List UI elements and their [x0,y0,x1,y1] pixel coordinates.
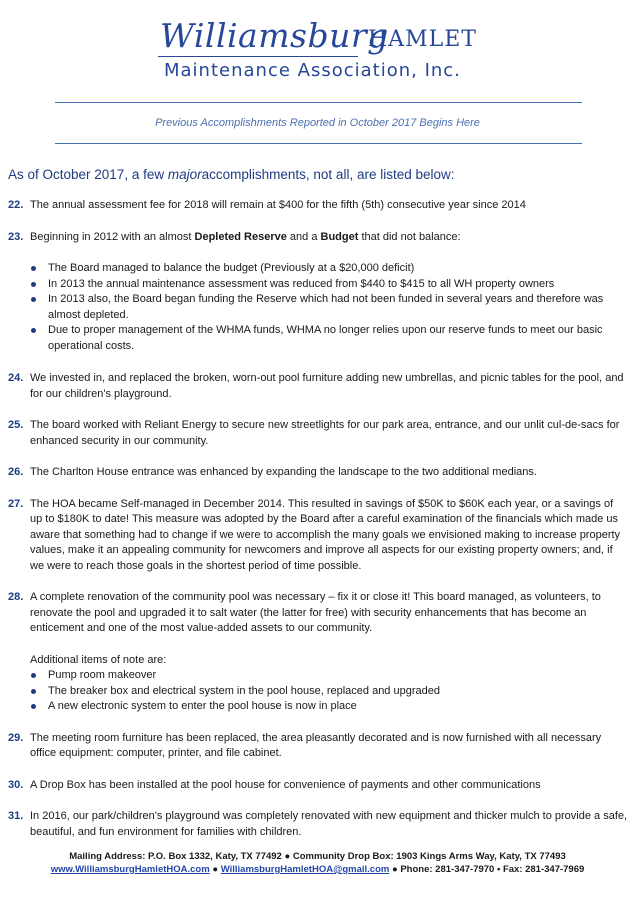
item-number: 26. [8,466,24,478]
list-item-26 [8,465,628,481]
item-text: The Charlton House entrance was enhanced by expanding the landscape to the two additional medians. [30,466,537,478]
header-divider-bottom [55,143,582,144]
intro-text-emphasis: major [167,167,202,182]
intro-heading [8,167,455,182]
item-number: 25. [8,419,24,431]
list-item-27 [8,497,628,575]
footer-phone-fax: ● Phone: 281-347-7970 • Fax: 281-347-7969 [391,864,585,875]
list-item-23 [8,230,628,246]
item-23-bullets [8,261,628,354]
list-item-30 [8,778,628,794]
item-number: 30. [8,778,24,791]
item-number: 31. [8,810,24,822]
header-divider-top [55,102,582,103]
bullet-item: A new electronic system to enter the pool house is now in place [8,699,628,715]
list-item-24 [8,371,628,402]
item-number: 24. [8,372,24,384]
bullet-item: The breaker box and electrical system in the pool house, replaced and upgraded [8,684,628,700]
logo-subtitle: Maintenance Association, Inc. [164,60,461,81]
item-text: Beginning in 2012 with an almost Depleted Reserve and a Budget that did not balance: [30,230,461,243]
item-28-bullets [8,668,628,715]
item-text: A complete renovation of the community pool was necessary – fix it or close it! This board managed, as volunteers, to renovate the pool and upgraded it to salt water (the latter for free) with security enhancements that has become an enticement and one of the most value-added assets to our community. [30,591,601,634]
bullet-item: Due to proper management of the WHMA funds, WHMA no longer relies upon our reserve funds to meet our basic operational costs. [8,323,628,354]
item-number: 29. [8,731,24,744]
logo-wordmark-williamsburg: Williamsburg [160,16,389,55]
footer-separator: ● [212,864,219,875]
bullet-item: In 2013 the annual maintenance assessment was reduced from $440 to $415 to all WH property owners [8,277,628,293]
intro-text-pre: As of October 2017, a few [8,167,165,182]
footer-contact-line [0,863,635,876]
website-link[interactable]: www.WilliamsburgHamletHOA.com [50,864,210,875]
item-text: The board worked with Reliant Energy to secure new streetlights for our park area, entrance, and our unlit cul-de-sacs for enhanced security in our community. [30,419,620,447]
accomplishment-list [8,198,628,840]
item-number: 27. [8,497,24,510]
item-text: In 2016, our park/children's playground was completely renovated with new equipment and thicker mulch to provide a safe, beautiful, and fun environment for families with children. [30,810,628,838]
item-text: The HOA became Self-managed in December 2014. This resulted in savings of $50K to $60K each year, or a savings of up to $180K to date! This measure was adopted by the Board after a careful examination of the financials which made us aware that something had to change if we were to accomplish the many goals we envisioned making to increase property values, make it an appealing community for newcomers and improve all aspects for our existing property owners; and, if we were to reach those goals in the shortest period of time possible. [30,497,621,572]
item-text: A Drop Box has been installed at the pool house for convenience of payments and other communications [30,778,541,791]
list-item-22 [8,198,628,214]
section-subtitle: Previous Accomplishments Reported in October 2017 Begins Here [155,117,480,129]
footer [0,850,635,876]
logo-underline [158,56,358,57]
item-number: 22. [8,199,24,211]
additional-items-label: Additional items of note are: [30,653,167,666]
list-item-25 [8,418,628,449]
item-text: The meeting room furniture has been replaced, the area pleasantly decorated and is now furnished with all necessary office equipment: computer, printer, and file cabinet. [30,731,602,759]
email-link[interactable]: WilliamsburgHamletHOA@gmail.com [220,864,390,875]
logo-wordmark-hamlet: HAMLET [368,27,477,52]
item-number: 28. [8,591,24,603]
item-number: 23. [8,230,24,243]
bullet-item: In 2013 also, the Board began funding the Reserve which had not been funded in several years and therefore was almost depleted. [8,292,628,323]
list-item-31 [8,809,628,840]
footer-address: Mailing Address: P.O. Box 1332, Katy, TX 77492 ● Community Drop Box: 1903 Kings Arms Way, Katy, TX 77493 [69,851,566,862]
item-text: We invested in, and replaced the broken, worn-out pool furniture adding new umbrellas, and picnic tables for the pool, and for our children's playground. [30,372,624,400]
bullet-item: Pump room makeover [8,668,628,684]
list-item-29 [8,731,628,762]
intro-text-post: accomplishments, not all, are listed below: [201,167,455,182]
item-text: The annual assessment fee for 2018 will remain at $400 for the fifth (5th) consecutive year since 2014 [30,199,526,211]
bullet-item: The Board managed to balance the budget (Previously at a $20,000 deficit) [8,261,628,277]
list-item-28 [8,590,628,637]
letterhead [0,0,635,160]
